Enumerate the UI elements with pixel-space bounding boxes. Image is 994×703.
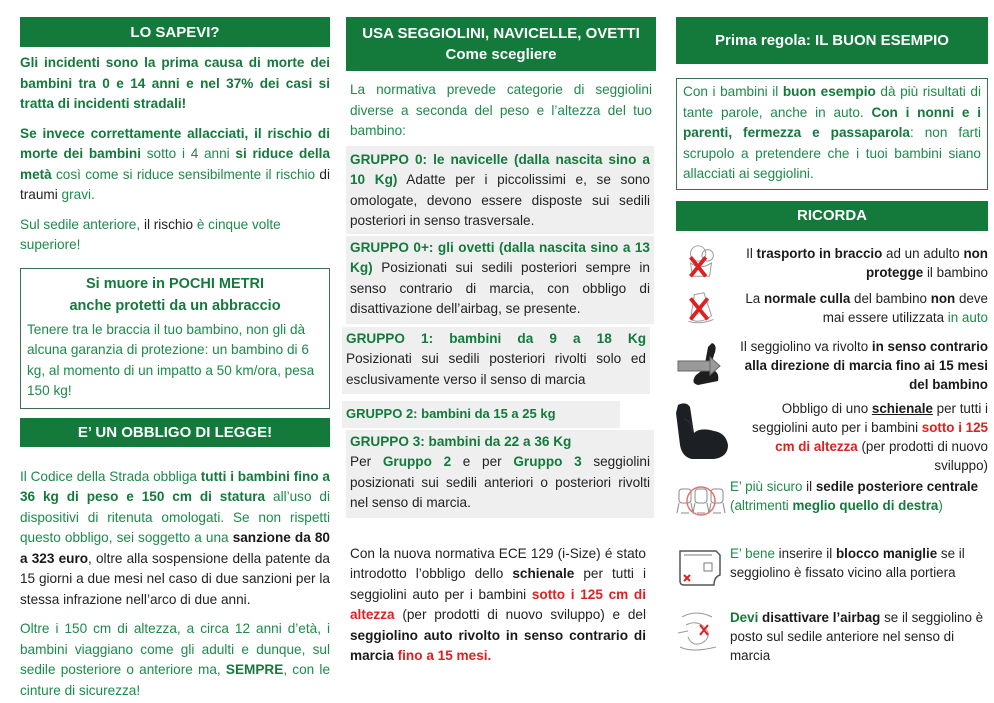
seggiolini-subtitle: Come scegliere <box>445 46 557 63</box>
seggiolini-title: USA SEGGIOLINI, NAVICELLE, OVETTI <box>362 25 640 42</box>
group-0-head: GRUPPO 0: le navicelle (dalla nascita sino a 10 Kg) <box>350 151 650 187</box>
held-baby-crossed-icon <box>676 242 726 282</box>
group-3-head: GRUPPO 3: bambini da 22 a 36 Kg <box>350 433 572 449</box>
rear-seats-icon <box>676 481 726 521</box>
obbligo-title: E’ UN OBBLIGO DI LEGGE! <box>77 423 273 441</box>
booster-seat-icon <box>670 399 740 469</box>
obbligo-paragraph-1: Il Codice della Strada obbliga tutti i bambini fino a 36 kg di peso e 150 cm di statura all’uso di dispositivi di ritenuta omologati. Se non rispetti questo obbligo, sei soggetto a una sanzione da 80 a 323 euro, oltre alla sospensione della patente da 15 giorni a due mesi nel caso di due sanzioni per la stessa infrazione nell’arco di due anni. <box>20 468 330 607</box>
rear-facing-seat-icon <box>676 339 726 389</box>
obbligo-paragraph-2: Oltre i 150 cm di altezza, a circa 12 anni d’età, i bambini viaggiano come gli adulti e dunque, sul sedile posteriore o anteriore ma, SEMPRE, con le cinture di sicurezza! <box>20 621 331 698</box>
ricorda-item: E’ più sicuro il sedile posteriore centrale (altrimenti meglio quello di destra) <box>676 477 994 537</box>
sapevi-header <box>20 17 330 47</box>
group-0plus-head: GRUPPO 0+: gli ovetti (dalla nascita sino a 13 Kg) <box>350 239 650 275</box>
ece-129-paragraph: Con la nuova normativa ECE 129 (i-Size) é stato introdotto l’obbligo dello schienale per tutti i seggiolini auto per i bambini sotto i 125 cm di altezza (per prodotti di nuovo sviluppo) e del seggiolino auto rivolto in senso contrario di marcia fino a 15 mesi. <box>350 545 646 663</box>
sapevi-paragraph-2: Se invece correttamente allacciati, il rischio di morte dei bambini sotto i 4 anni si riduce della metà così come si riduce sensibilmente il rischio di traumi gravi. <box>20 125 330 202</box>
door-lock-icon <box>676 545 726 589</box>
group-3-panel: GRUPPO 3: bambini da 22 a 36 Kg Per Gruppo 2 e per Gruppo 3 seggiolini posizionati sui sedili anteriori o posteriori rivolti nel senso di marcia. <box>346 430 654 518</box>
cradle-crossed-icon <box>676 287 726 327</box>
group-2-panel <box>342 401 620 428</box>
obbligo-header <box>20 418 330 447</box>
ricorda-header <box>676 201 988 231</box>
seggiolini-intro: La normativa prevede categorie di seggiolini diverse a seconda del peso e l’altezza del tuo bambino: <box>350 82 652 138</box>
sapevi-title: LO SAPEVI? <box>130 24 220 41</box>
group-1-head: GRUPPO 1: bambini da 9 a 18 Kg <box>346 330 646 346</box>
ricorda-item: Obbligo di uno schienale per tutti i seggiolini auto per i bambini sotto i 125 cm di altezza (per prodotti di nuovo sviluppo) <box>676 397 994 477</box>
ricorda-list <box>676 231 988 691</box>
airbag-icon <box>676 607 726 657</box>
ricorda-item: E’ bene inserire il blocco maniglie se il seggiolino è fissato vicino alla portiera <box>676 543 994 603</box>
ricorda-item: La normale culla del bambino non deve mai essere utilizzata in auto <box>676 287 994 329</box>
sapevi-paragraph-1: Gli incidenti sono la prima causa di morte dei bambini tra 0 e 14 anni e nel 37% dei casi si tratta di incidenti stradali! <box>20 55 330 111</box>
pochi-metri-box <box>20 268 330 409</box>
middle-column <box>346 0 656 667</box>
group-1-panel <box>342 327 650 395</box>
pochi-metri-body: Tenere tra le braccia il tuo bambino, non gli dà alcuna garanzia di protezione: un bambino di 6 kg, al momento di un impatto a 50 km/ora, pesa 150 kg! <box>27 321 315 398</box>
left-column <box>20 0 330 701</box>
ricorda-item: Il trasporto in braccio ad un adulto non protegge il bambino <box>676 242 994 284</box>
esempio-header <box>676 17 988 64</box>
group-0-body: Adatte per i piccolissimi e, se sono omologate, devono essere disposte sui sedili posteriori in senso trasversale. <box>350 172 650 228</box>
ricorda-title: RICORDA <box>797 206 867 224</box>
group-2-head: GRUPPO 2: bambini da 15 a 25 kg <box>346 406 556 421</box>
esempio-title: Prima regola: IL BUON ESEMPIO <box>715 32 949 49</box>
group-0plus-body: Posizionati sui sedili posteriori sempre in senso contrario di marcia, con obbligo di disattivazione dell’airbag, se presente. <box>350 260 650 316</box>
sapevi-paragraph-3: Sul sedile anteriore, il rischio è cinque volte superiore! <box>20 216 281 252</box>
group-1-body: Posizionati sui sedili posteriori rivolti solo ed esclusivamente verso il senso di marcia <box>346 351 646 387</box>
ricorda-item: Il seggiolino va rivolto in senso contrario alla direzione di marcia fino ai 15 mesi del bambino <box>676 335 994 393</box>
esempio-box: Con i bambini il buon esempio dà più risultati di tante parole, anche in auto. Con i nonni e i parenti, fermezza e passaparola: non farti scrupolo a pretendere che i tuoi bambini siano allacciati ai seggiolini. <box>676 78 988 190</box>
group-0-panel <box>346 146 654 234</box>
ricorda-item: Devi disattivare l’airbag se il seggiolino è posto sul sedile anteriore nel senso di marcia <box>676 607 994 667</box>
seggiolini-header <box>346 17 656 71</box>
pochi-metri-title: Si muore in POCHI METRI anche protetti da un abbraccio <box>69 275 281 314</box>
right-column <box>676 0 988 691</box>
group-0plus-panel <box>346 236 654 324</box>
